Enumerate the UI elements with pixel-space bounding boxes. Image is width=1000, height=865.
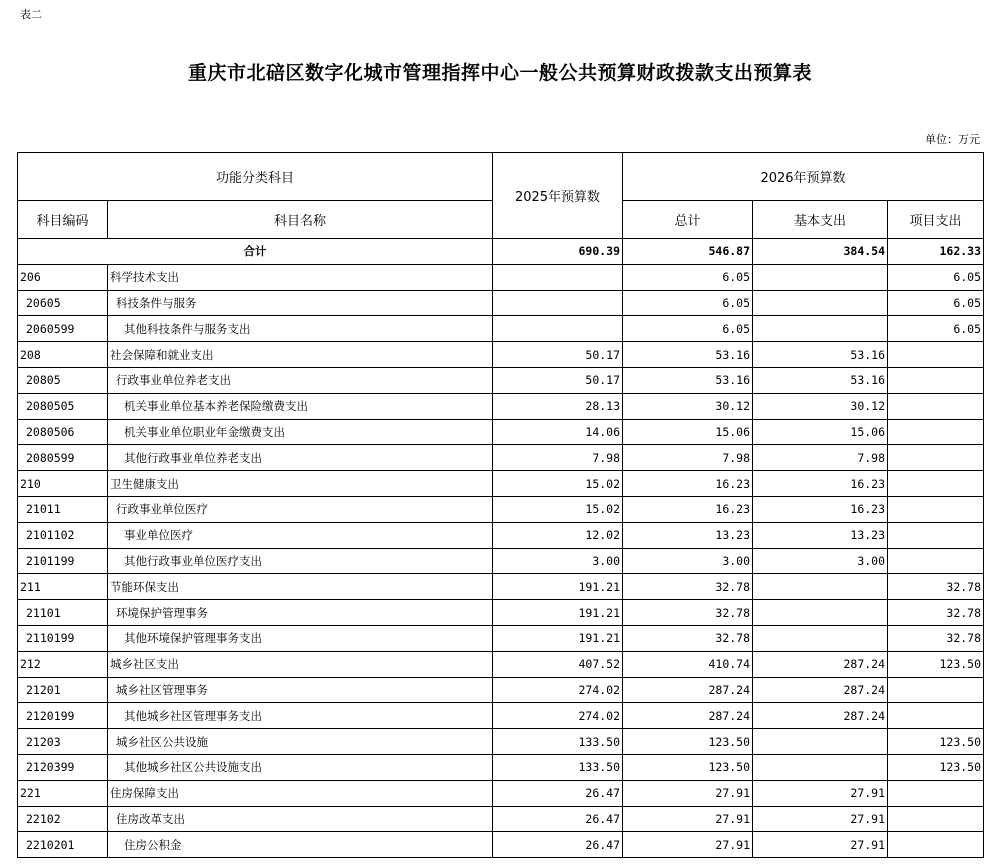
cell-basic: 53.16	[753, 342, 888, 368]
cell-total: 6.05	[623, 264, 753, 290]
cell-total: 123.50	[623, 754, 753, 780]
cell-name: 卫生健康支出	[108, 471, 493, 497]
cell-b2025: 7.98	[493, 445, 623, 471]
cell-project: 32.78	[888, 600, 984, 626]
cell-b2025: 274.02	[493, 703, 623, 729]
cell-basic	[753, 316, 888, 342]
cell-b2025: 133.50	[493, 729, 623, 755]
cell-total: 410.74	[623, 651, 753, 677]
header-func-category: 功能分类科目	[18, 153, 493, 201]
table-row	[18, 574, 984, 600]
cell-basic: 16.23	[753, 496, 888, 522]
cell-code: 2101199	[18, 548, 108, 574]
table-row	[18, 806, 984, 832]
cell-total: 7.98	[623, 445, 753, 471]
cell-project	[888, 548, 984, 574]
cell-code: 2101102	[18, 522, 108, 548]
table-row	[18, 600, 984, 626]
cell-total: 16.23	[623, 496, 753, 522]
table-row	[18, 264, 984, 290]
cell-code: 2210201	[18, 832, 108, 858]
table-row	[18, 367, 984, 393]
table-row	[18, 419, 984, 445]
cell-project: 6.05	[888, 264, 984, 290]
table-row	[18, 445, 984, 471]
table-row	[18, 342, 984, 368]
table-row	[18, 496, 984, 522]
cell-project: 32.78	[888, 574, 984, 600]
cell-total: 32.78	[623, 625, 753, 651]
total-project: 162.33	[888, 239, 984, 265]
cell-basic: 287.24	[753, 651, 888, 677]
cell-name: 行政事业单位医疗	[108, 496, 493, 522]
cell-b2025: 15.02	[493, 471, 623, 497]
cell-name: 城乡社区支出	[108, 651, 493, 677]
cell-code: 208	[18, 342, 108, 368]
cell-project	[888, 780, 984, 806]
cell-total: 27.91	[623, 832, 753, 858]
cell-basic	[753, 625, 888, 651]
cell-total: 27.91	[623, 780, 753, 806]
cell-basic: 287.24	[753, 677, 888, 703]
cell-project: 123.50	[888, 651, 984, 677]
total-b2025: 690.39	[493, 239, 623, 265]
cell-basic	[753, 600, 888, 626]
cell-code: 21011	[18, 496, 108, 522]
cell-project	[888, 342, 984, 368]
cell-total: 3.00	[623, 548, 753, 574]
table-row	[18, 290, 984, 316]
cell-b2025	[493, 290, 623, 316]
cell-project	[888, 703, 984, 729]
cell-name: 城乡社区公共设施	[108, 729, 493, 755]
cell-name: 机关事业单位职业年金缴费支出	[108, 419, 493, 445]
cell-project	[888, 832, 984, 858]
cell-project	[888, 496, 984, 522]
cell-name: 其他环境保护管理事务支出	[108, 625, 493, 651]
cell-name: 环境保护管理事务	[108, 600, 493, 626]
cell-project	[888, 445, 984, 471]
cell-basic: 13.23	[753, 522, 888, 548]
cell-code: 2060599	[18, 316, 108, 342]
cell-b2025: 407.52	[493, 651, 623, 677]
cell-project	[888, 367, 984, 393]
cell-total: 15.06	[623, 419, 753, 445]
cell-total: 287.24	[623, 677, 753, 703]
cell-b2025: 15.02	[493, 496, 623, 522]
cell-basic	[753, 290, 888, 316]
cell-total: 32.78	[623, 600, 753, 626]
cell-code: 22102	[18, 806, 108, 832]
cell-code: 210	[18, 471, 108, 497]
budget-table	[17, 152, 984, 858]
cell-b2025	[493, 264, 623, 290]
cell-total: 16.23	[623, 471, 753, 497]
cell-project	[888, 522, 984, 548]
cell-basic: 27.91	[753, 832, 888, 858]
table-row	[18, 832, 984, 858]
cell-total: 287.24	[623, 703, 753, 729]
page-title: 重庆市北碚区数字化城市管理指挥中心一般公共预算财政拨款支出预算表	[187, 62, 812, 84]
cell-code: 21201	[18, 677, 108, 703]
cell-b2025: 12.02	[493, 522, 623, 548]
cell-name: 其他城乡社区公共设施支出	[108, 754, 493, 780]
cell-b2025: 133.50	[493, 754, 623, 780]
cell-project: 6.05	[888, 290, 984, 316]
cell-name: 行政事业单位养老支出	[108, 367, 493, 393]
cell-code: 2080505	[18, 393, 108, 419]
cell-code: 20605	[18, 290, 108, 316]
cell-project	[888, 677, 984, 703]
table-row	[18, 754, 984, 780]
table-row	[18, 471, 984, 497]
cell-project: 6.05	[888, 316, 984, 342]
cell-basic	[753, 574, 888, 600]
table-row	[18, 316, 984, 342]
cell-name: 科技条件与服务	[108, 290, 493, 316]
table-row	[18, 677, 984, 703]
cell-name: 住房公积金	[108, 832, 493, 858]
total-label: 合计	[18, 239, 493, 265]
cell-code: 2080506	[18, 419, 108, 445]
table-row	[18, 522, 984, 548]
cell-total: 53.16	[623, 342, 753, 368]
cell-code: 212	[18, 651, 108, 677]
header-name: 科目名称	[108, 201, 493, 239]
cell-code: 206	[18, 264, 108, 290]
table-row	[18, 703, 984, 729]
cell-name: 城乡社区管理事务	[108, 677, 493, 703]
table-row	[18, 651, 984, 677]
cell-project: 123.50	[888, 754, 984, 780]
cell-name: 事业单位医疗	[108, 522, 493, 548]
cell-basic: 287.24	[753, 703, 888, 729]
total-row	[18, 239, 984, 265]
cell-b2025: 3.00	[493, 548, 623, 574]
cell-project	[888, 806, 984, 832]
cell-b2025: 28.13	[493, 393, 623, 419]
cell-total: 32.78	[623, 574, 753, 600]
table-row	[18, 625, 984, 651]
cell-b2025: 191.21	[493, 600, 623, 626]
cell-basic	[753, 754, 888, 780]
cell-code: 2120399	[18, 754, 108, 780]
cell-basic: 7.98	[753, 445, 888, 471]
cell-total: 30.12	[623, 393, 753, 419]
cell-project	[888, 471, 984, 497]
cell-name: 其他科技条件与服务支出	[108, 316, 493, 342]
cell-b2025: 50.17	[493, 367, 623, 393]
cell-b2025: 191.21	[493, 625, 623, 651]
cell-code: 21203	[18, 729, 108, 755]
cell-basic	[753, 729, 888, 755]
total-sum: 546.87	[623, 239, 753, 265]
table-body	[18, 239, 984, 858]
cell-total: 27.91	[623, 806, 753, 832]
cell-basic: 16.23	[753, 471, 888, 497]
cell-project: 123.50	[888, 729, 984, 755]
cell-b2025	[493, 316, 623, 342]
cell-total: 53.16	[623, 367, 753, 393]
cell-name: 节能环保支出	[108, 574, 493, 600]
cell-basic: 53.16	[753, 367, 888, 393]
cell-basic: 15.06	[753, 419, 888, 445]
cell-b2025: 26.47	[493, 806, 623, 832]
cell-project: 32.78	[888, 625, 984, 651]
cell-name: 社会保障和就业支出	[108, 342, 493, 368]
cell-code: 211	[18, 574, 108, 600]
cell-code: 2120199	[18, 703, 108, 729]
cell-code: 20805	[18, 367, 108, 393]
cell-b2025: 14.06	[493, 419, 623, 445]
header-project: 项目支出	[888, 201, 984, 239]
total-basic: 384.54	[753, 239, 888, 265]
cell-name: 住房改革支出	[108, 806, 493, 832]
unit-label: 单位：万元	[925, 133, 980, 146]
cell-code: 2080599	[18, 445, 108, 471]
cell-name: 其他行政事业单位医疗支出	[108, 548, 493, 574]
cell-code: 221	[18, 780, 108, 806]
header-basic: 基本支出	[753, 201, 888, 239]
header-code: 科目编码	[18, 201, 108, 239]
cell-basic	[753, 264, 888, 290]
cell-name: 机关事业单位基本养老保险缴费支出	[108, 393, 493, 419]
table-row	[18, 780, 984, 806]
cell-b2025: 26.47	[493, 832, 623, 858]
cell-name: 住房保障支出	[108, 780, 493, 806]
header-budget-2026: 2026年预算数	[623, 153, 984, 201]
cell-basic: 27.91	[753, 806, 888, 832]
header-budget-2025: 2025年预算数	[493, 153, 623, 239]
cell-basic: 3.00	[753, 548, 888, 574]
cell-b2025: 274.02	[493, 677, 623, 703]
cell-code: 2110199	[18, 625, 108, 651]
cell-total: 6.05	[623, 316, 753, 342]
cell-total: 6.05	[623, 290, 753, 316]
cell-b2025: 26.47	[493, 780, 623, 806]
cell-b2025: 50.17	[493, 342, 623, 368]
cell-basic: 27.91	[753, 780, 888, 806]
cell-project	[888, 419, 984, 445]
table-number: 表二	[20, 8, 42, 21]
header-total: 总计	[623, 201, 753, 239]
table-row	[18, 548, 984, 574]
cell-project	[888, 393, 984, 419]
table-row	[18, 729, 984, 755]
cell-total: 13.23	[623, 522, 753, 548]
cell-b2025: 191.21	[493, 574, 623, 600]
cell-code: 21101	[18, 600, 108, 626]
table-row	[18, 393, 984, 419]
cell-name: 科学技术支出	[108, 264, 493, 290]
cell-name: 其他城乡社区管理事务支出	[108, 703, 493, 729]
cell-total: 123.50	[623, 729, 753, 755]
cell-name: 其他行政事业单位养老支出	[108, 445, 493, 471]
cell-basic: 30.12	[753, 393, 888, 419]
